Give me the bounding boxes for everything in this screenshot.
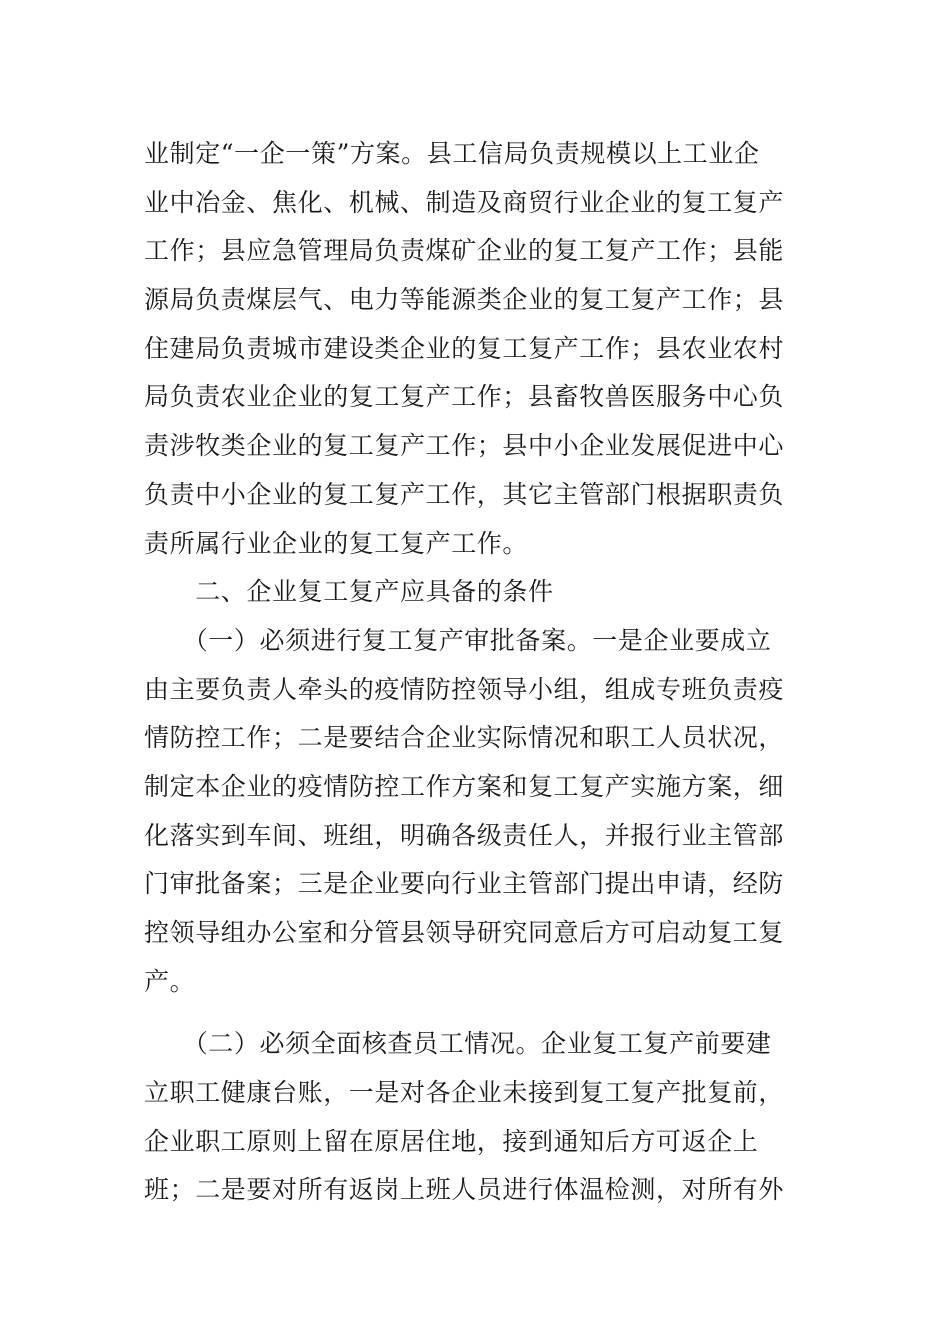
text-line: 业中冶金、焦化、机械、制造及商贸行业企业的复工复产 [144, 187, 785, 217]
text-line: 制定本企业的疫情防控工作方案和复工复产实施方案，细 [144, 771, 785, 801]
text-line: 立职工健康台账，一是对各企业未接到复工复产批复前， [144, 1078, 785, 1108]
text-line: 负责中小企业的复工复产工作，其它主管部门根据职责负 [144, 479, 785, 509]
text-line: （一）必须进行复工复产审批备案。一是企业要成立 [144, 625, 772, 655]
text-line: 源局负责煤层气、电力等能源类企业的复工复产工作；县 [144, 285, 785, 315]
text-line: 业制定“一企一策”方案。县工信局负责规模以上工业企 [144, 139, 760, 168]
text-line: 责涉牧类企业的复工复产工作；县中小企业发展促进中心 [144, 431, 785, 461]
text-line: 化落实到车间、班组，明确各级责任人，并报行业主管部 [144, 820, 785, 850]
text-line: 产。 [144, 966, 196, 996]
paragraph-gap [144, 1006, 808, 1020]
text-line: 局负责农业企业的复工复产工作；县畜牧兽医服务中心负 [144, 382, 785, 412]
document-body [144, 130, 808, 1215]
text-line: （二）必须全面核查员工情况。企业复工复产前要建 [144, 1029, 772, 1059]
text-line: 班；二是要对所有返岗上班人员进行体温检测，对所有外 [144, 1175, 785, 1205]
text-line: 工作；县应急管理局负责煤矿企业的复工复产工作；县能 [144, 236, 785, 266]
text-line: 由主要负责人牵头的疫情防控领导小组，组成专班负责疫 [144, 674, 785, 704]
text-line: 企业职工原则上留在原居住地，接到通知后方可返企上 [144, 1126, 759, 1156]
section-heading: 二、企业复工复产应具备的条件 [144, 577, 554, 607]
text-line: 控领导组办公室和分管县领导研究同意后方可启动复工复 [144, 918, 785, 947]
text-line: 责所属行业企业的复工复产工作。 [144, 528, 529, 558]
text-line: 门审批备案；三是企业要向行业主管部门提出申请，经防 [144, 869, 785, 899]
text-line: 住建局负责城市建设类企业的复工复产工作；县农业农村 [144, 333, 785, 363]
text-line: 情防控工作；二是要结合企业实际情况和职工人员状况， [144, 723, 785, 753]
